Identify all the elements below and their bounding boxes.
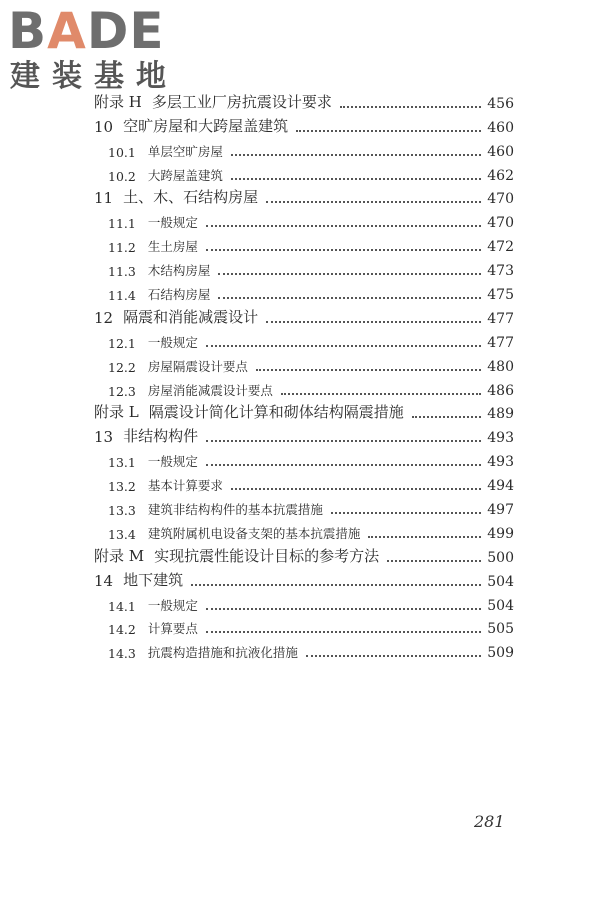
toc-entry-number: 12.2 xyxy=(108,359,136,375)
toc-leader-dots xyxy=(266,200,481,203)
toc-entry-section[interactable] xyxy=(94,637,514,661)
toc-entry-section[interactable] xyxy=(94,590,514,614)
toc-entry-number: 13.2 xyxy=(108,479,136,495)
toc-entry-page: 477 xyxy=(487,334,514,351)
toc-entry-number: 13.3 xyxy=(108,503,136,519)
toc-entry-page: 499 xyxy=(487,525,514,542)
toc-entry-title: 木结构房屋 xyxy=(147,263,211,279)
toc-entry-title: 一般规定 xyxy=(147,334,198,350)
toc-leader-dots xyxy=(231,153,481,156)
toc-entry-title: 多层工业厂房抗震设计要求 xyxy=(151,92,332,111)
toc-entry-chapter[interactable] xyxy=(94,184,514,208)
toc-leader-dots xyxy=(206,344,481,347)
toc-leader-dots xyxy=(340,105,481,108)
toc-leader-dots xyxy=(206,463,481,466)
toc-entry-number: 10.1 xyxy=(108,144,136,160)
toc-entry-title: 房屋隔震设计要点 xyxy=(147,358,248,374)
toc-leader-dots xyxy=(331,511,481,514)
toc-entry-number: 14.3 xyxy=(108,646,136,662)
toc-entry-title: 空旷房屋和大跨屋盖建筑 xyxy=(123,116,289,135)
toc-entry-number: 13 xyxy=(94,428,114,447)
toc-entry-page: 489 xyxy=(487,406,514,423)
watermark-cjk: 建装基地 xyxy=(10,59,178,94)
toc-entry-section[interactable] xyxy=(94,375,514,399)
toc-entry-title: 单层空旷房屋 xyxy=(147,143,223,159)
toc-entry-title: 基本计算要求 xyxy=(147,478,223,494)
watermark-latin-de: DE xyxy=(86,2,165,60)
toc-entry-section[interactable] xyxy=(94,327,514,351)
toc-leader-dots xyxy=(218,296,481,299)
watermark-logo xyxy=(8,4,180,96)
toc-entry-title: 建筑非结构构件的基本抗震措施 xyxy=(147,502,323,518)
toc-entry-title: 实现抗震性能设计目标的参考方法 xyxy=(154,546,380,565)
toc-entry-title: 房屋消能减震设计要点 xyxy=(147,382,273,398)
toc-entry-number: 11.4 xyxy=(108,288,136,304)
toc-leader-dots xyxy=(206,607,481,610)
toc-entry-chapter[interactable] xyxy=(94,112,514,136)
toc-entry-section[interactable] xyxy=(94,494,514,518)
toc-leader-dots xyxy=(306,654,481,657)
toc-entry-section[interactable] xyxy=(94,446,514,470)
toc-entry-title: 一般规定 xyxy=(147,597,198,613)
toc-entry-number: 12 xyxy=(94,308,114,327)
toc-entry-number: 10 xyxy=(94,117,114,136)
toc-entry-title: 一般规定 xyxy=(147,215,198,231)
toc-leader-dots xyxy=(231,177,481,180)
toc-entry-number: 14.1 xyxy=(108,598,136,614)
toc-entry-number: 11.2 xyxy=(108,240,136,256)
toc-entry-number: 附录 H xyxy=(94,92,142,111)
toc-leader-dots xyxy=(191,583,481,586)
toc-leader-dots xyxy=(387,559,481,562)
toc-leader-dots xyxy=(296,129,481,132)
toc-leader-dots xyxy=(281,392,481,395)
toc-leader-dots xyxy=(206,248,481,251)
toc-entry-page: 480 xyxy=(487,358,514,375)
toc-leader-dots xyxy=(368,535,481,538)
toc-leader-dots xyxy=(266,320,481,323)
toc-entry-page: 470 xyxy=(487,215,514,232)
toc-entry-number: 11.1 xyxy=(108,216,136,232)
toc-entry-number: 12.3 xyxy=(108,383,136,399)
toc-entry-number: 14 xyxy=(94,571,114,590)
toc-entry-page: 462 xyxy=(487,167,514,184)
toc-entry-title: 大跨屋盖建筑 xyxy=(147,167,223,183)
toc-entry-title: 非结构构件 xyxy=(123,427,199,446)
watermark-latin-b: B xyxy=(8,2,48,60)
toc-entry-section[interactable] xyxy=(94,255,514,279)
toc-leader-dots xyxy=(218,272,481,275)
toc-leader-dots xyxy=(231,487,481,490)
toc-entry-title: 地下建筑 xyxy=(123,570,184,589)
toc-entry-title: 建筑附属机电设备支架的基本抗震措施 xyxy=(147,525,361,541)
toc-leader-dots xyxy=(206,224,481,227)
toc-entry-chapter[interactable] xyxy=(94,542,514,566)
toc-entry-number: 附录 L xyxy=(94,403,139,422)
toc-entry-section[interactable] xyxy=(94,614,514,638)
toc-entry-section[interactable] xyxy=(94,160,514,184)
toc-entry-page: 509 xyxy=(487,645,514,662)
toc-entry-page: 472 xyxy=(487,239,514,256)
toc-entry-number: 10.2 xyxy=(108,168,136,184)
toc-entry-title: 抗震构造措施和抗液化措施 xyxy=(147,645,298,661)
toc-entry-page: 505 xyxy=(487,621,514,638)
toc-leader-dots xyxy=(412,415,482,418)
page-number: 281 xyxy=(474,812,505,831)
toc-entry-title: 生土房屋 xyxy=(147,239,198,255)
toc-entry-page: 456 xyxy=(487,95,514,112)
toc-entry-section[interactable] xyxy=(94,279,514,303)
toc-entry-page: 494 xyxy=(487,478,514,495)
toc-entry-page: 500 xyxy=(487,549,514,566)
toc-entry-number: 13.4 xyxy=(108,526,136,542)
toc-entry-section[interactable] xyxy=(94,207,514,231)
toc-entry-section[interactable] xyxy=(94,470,514,494)
toc-entry-page: 470 xyxy=(487,191,514,208)
toc-entry-title: 土、木、石结构房屋 xyxy=(123,188,259,207)
toc-entry-page: 460 xyxy=(487,143,514,160)
toc-entry-page: 504 xyxy=(487,573,514,590)
toc-entry-chapter[interactable] xyxy=(94,422,514,446)
toc-entry-page: 460 xyxy=(487,119,514,136)
toc-entry-page: 497 xyxy=(487,502,514,519)
toc-entry-section[interactable] xyxy=(94,136,514,160)
toc-entry-number: 附录 M xyxy=(94,546,145,565)
toc-entry-section[interactable] xyxy=(94,231,514,255)
toc-leader-dots xyxy=(206,630,481,633)
toc-entry-title: 隔震设计简化计算和砌体结构隔震措施 xyxy=(148,403,404,422)
toc-entry-page: 504 xyxy=(487,597,514,614)
table-of-contents xyxy=(94,88,514,661)
toc-entry-section[interactable] xyxy=(94,518,514,542)
toc-entry-chapter[interactable] xyxy=(94,88,514,112)
toc-entry-page: 493 xyxy=(487,454,514,471)
toc-entry-chapter[interactable] xyxy=(94,399,514,423)
toc-entry-number: 11 xyxy=(94,189,114,208)
toc-entry-page: 477 xyxy=(487,310,514,327)
watermark-latin-a: A xyxy=(47,2,87,60)
toc-entry-page: 493 xyxy=(487,430,514,447)
toc-entry-title: 一般规定 xyxy=(147,454,198,470)
toc-entry-number: 12.1 xyxy=(108,335,136,351)
toc-leader-dots xyxy=(206,439,481,442)
toc-entry-page: 486 xyxy=(487,382,514,399)
toc-entry-page: 475 xyxy=(487,287,514,304)
toc-entry-title: 石结构房屋 xyxy=(147,287,211,303)
toc-entry-number: 13.1 xyxy=(108,455,136,471)
toc-entry-title: 计算要点 xyxy=(147,621,198,637)
watermark-latin xyxy=(8,4,165,58)
toc-leader-dots xyxy=(256,368,481,371)
toc-entry-number: 11.3 xyxy=(108,264,136,280)
toc-entry-chapter[interactable] xyxy=(94,303,514,327)
toc-entry-number: 14.2 xyxy=(108,622,136,638)
toc-entry-section[interactable] xyxy=(94,351,514,375)
toc-entry-chapter[interactable] xyxy=(94,566,514,590)
toc-entry-page: 473 xyxy=(487,263,514,280)
toc-entry-title: 隔震和消能减震设计 xyxy=(123,307,259,326)
